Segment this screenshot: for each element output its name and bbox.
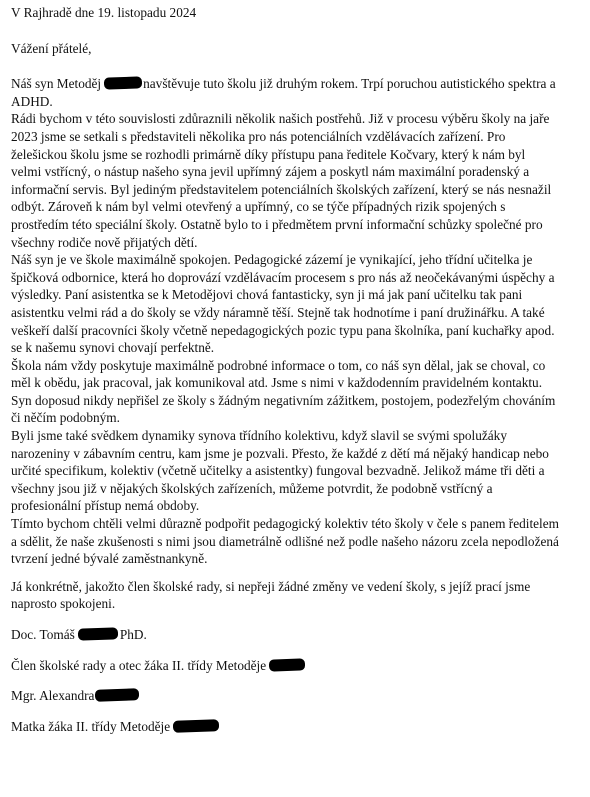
paragraph-line: veškeří další pracovníci školy včetně nepedagogických pozic typu pana školníka, paní kuchařky apod. xyxy=(11,322,555,338)
signature-role-mother xyxy=(11,718,585,736)
paragraph-line: Syn doposud nikdy nepřišel ze školy s žádným negativním zážitkem, postojem, podezřelým chováním xyxy=(11,392,556,408)
paragraph-line: informační servis. Byl jediným představitelem potenciálních školských zařízení, který se nás nesnažil xyxy=(11,181,552,197)
paragraph-line: naprosto spokojeni. xyxy=(11,596,116,612)
redaction-mark xyxy=(78,627,118,640)
paragraph-line: asistentku velmi rád a do školy se vždy náramně těší. Stejně tak hodnotíme i paní družinářku. A také xyxy=(11,304,545,320)
redaction-mark xyxy=(104,77,142,90)
signature-role-father xyxy=(11,657,585,675)
paragraph-line: Já konkrétně, jakožto člen školské rady, si nepřeji žádné změny ve vedení školy, s jejíž prací jsme xyxy=(11,578,531,594)
paragraph-board-statement xyxy=(11,578,585,613)
paragraph-line: měl k obědu, jak pracoval, jak komunikoval atd. Jsme s nimi v každodenním pravidelném kontaktu. xyxy=(11,375,543,391)
text-fragment: PhD. xyxy=(119,627,147,642)
paragraph-line: Byli jsme také svědkem dynamiky synova třídního kolektivu, když slavil se svými spolužáky xyxy=(11,428,507,444)
text-fragment: Náš syn Metoděj xyxy=(11,76,102,92)
signature-name-mother xyxy=(11,687,585,705)
paragraph-line: želešickou školu jsme se rozhodli primárně díky přístupu pana ředitele Kočvary, který k nám byl xyxy=(11,146,526,162)
paragraph-line: Rádi bychom v této souvislosti zdůraznili několik našich postřehů. Již v procesu výběru školy na jaře xyxy=(11,111,550,127)
signature-block xyxy=(11,626,585,735)
paragraph-satisfaction xyxy=(11,251,585,357)
paragraph-line: určité specifikum, kolektiv (včetně učitelky a asistentky) fungoval bezvadně. Jelikož máme tři děti a xyxy=(11,463,545,479)
text-fragment: Mgr. Alexandra xyxy=(11,688,95,704)
text-fragment: Člen školské rady a otec žáka II. třídy Metoděje xyxy=(11,657,267,673)
paragraph-line: Náš syn je ve škole maximálně spokojen. Pedagogické zázemí je vynikající, jeho třídní učitelka je xyxy=(11,252,533,268)
paragraph-class-dynamics xyxy=(11,427,585,515)
paragraph-line xyxy=(11,75,585,93)
redaction-mark xyxy=(269,658,305,671)
paragraph-communication xyxy=(11,357,585,427)
text-fragment: Matka žáka II. třídy Metoděje xyxy=(11,718,171,734)
paragraph-line: výsledky. Paní asistentka se k Metodějovi chová fantasticky, syn ji má jak paní učitelku tak pani xyxy=(11,287,523,303)
paragraph-line: velmi vstřícný, o nástup našeho syna jevil upřímný zájem a poskytl nám maximální poradenský a xyxy=(11,164,530,180)
paragraph-line: odbýt. Zároveň k nám byl velmi otevřený a upřímný, co se týče případných rizik spojených s xyxy=(11,199,506,215)
paragraph-line: profesionální přístup nemá obdoby. xyxy=(11,498,200,514)
paragraph-line: ADHD. xyxy=(11,93,53,109)
paragraph-intro xyxy=(11,75,585,110)
paragraph-line: a sdělit, že naše zkušenosti s nimi jsou diametrálně odlišné než podle našeho názoru zcela nepodložená xyxy=(11,533,559,549)
paragraph-line: se k našemu synovi chovají perfektně. xyxy=(11,340,215,356)
redaction-mark xyxy=(95,688,139,702)
place-date: V Rajhradě dne 19. listopadu 2024 xyxy=(11,5,197,20)
salutation: Vážení přátelé, xyxy=(11,40,92,56)
paragraph-line: všechny rodiče nově přijatých dětí. xyxy=(11,234,198,250)
paragraph-line: Škola nám vždy poskytuje maximálně podrobné informace o tom, co náš syn dělal, jak se choval, co xyxy=(11,357,546,373)
paragraph-line: narozeniny v zábavním centru, kam jsme je pozvali. Přesto, že každé z dětí má nějaký handicap nebo xyxy=(11,445,549,461)
letter-page xyxy=(11,4,585,735)
paragraph-line: špičková odbornice, která ho doprovází vzdělávacím procesem s pro nás až neočekávanými úspěchy a xyxy=(11,269,555,285)
redaction-mark xyxy=(173,719,219,733)
signature-name-father xyxy=(11,626,585,644)
text-fragment: Doc. Tomáš xyxy=(11,627,75,642)
paragraph-support xyxy=(11,515,585,568)
paragraph-line: všechny jsou již v nějakých školských zařízeních, můžeme potvrdit, že podobně vstřícný a xyxy=(11,480,493,496)
paragraph-line: 2023 jsme se setkali s představiteli několika pro nás potenciálních vzdělávacích zařízení. Pro xyxy=(11,128,506,144)
paragraph-line: prostředím této speciální školy. Ostatně bylo to i předmětem první informační schůzky společné pro xyxy=(11,216,543,232)
text-fragment: navštěvuje tuto školu již druhým rokem. Trpí poruchou autistického spektra a xyxy=(143,76,556,92)
paragraph-line: tvrzení jedné bývalé zaměstnankyně. xyxy=(11,551,208,567)
paragraph-line: či něčím podobným. xyxy=(11,410,120,426)
paragraph-school-selection xyxy=(11,110,585,251)
paragraph-line: Tímto bychom chtěli velmi důrazně podpořit pedagogický kolektiv této školy v čele s panem ředitelem xyxy=(11,516,559,532)
